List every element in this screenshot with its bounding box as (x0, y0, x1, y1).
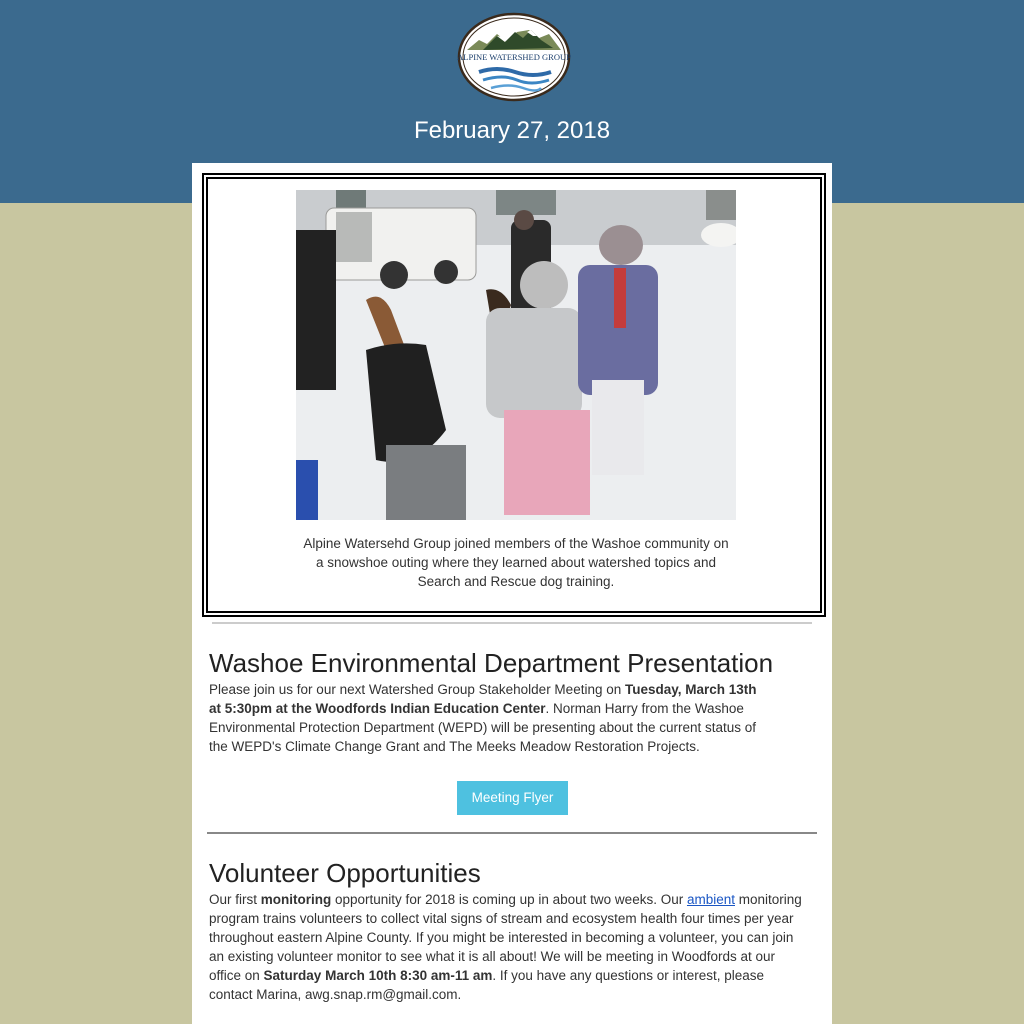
volunteer-text: monitoring program trains volunteers to collect vital signs of stream and ecosystem health four times per year throughout eastern Alpine County. If you might be interested in becoming a volunteer, you can join an existing volunteer monitor to see what it is all about! We will be meeting in Woodfords at our office on (209, 892, 802, 983)
volunteer-text: opportunity for 2018 is coming up in about two weeks. Our (331, 892, 687, 907)
newsletter-date: February 27, 2018 (413, 117, 611, 144)
photo-frame (202, 173, 826, 617)
section-divider (207, 832, 817, 834)
snowshoe-outing-photo (296, 190, 736, 520)
presentation-paragraph (209, 680, 769, 756)
presentation-rest-text: . Norman Harry from the Washoe Environmental Protection Department (WEPD) will be presenting about the current status of the WEPD's Climate Change Grant and The Meeks Meadow Restoration Projects. (209, 701, 757, 754)
meeting-time-location: Tuesday, March 13th at 5:30pm at the Woodfords Indian Education Center (209, 682, 757, 716)
section-divider (212, 622, 812, 624)
photo-caption: Alpine Watersehd Group joined members of the Washoe community on a snowshoe outing where they learned about watershed topics and Search and Rescue dog training. (303, 536, 729, 589)
volunteer-meeting-date: Saturday March 10th 8:30 am-11 am (263, 968, 493, 983)
alpine-watershed-group-logo[interactable] (457, 12, 571, 102)
svg-text:ALPINE WATERSHED GROUP: ALPINE WATERSHED GROUP (457, 52, 571, 62)
meeting-flyer-button[interactable]: Meeting Flyer (457, 781, 568, 815)
ambient-link[interactable]: ambient (686, 892, 735, 907)
volunteer-paragraph (209, 890, 809, 1004)
volunteer-heading: Volunteer Opportunities (209, 858, 481, 888)
presentation-intro-text: Please join us for our next Watershed Group Stakeholder Meeting on (209, 682, 625, 697)
volunteer-text: Our first (209, 892, 261, 907)
newsletter-body (192, 163, 832, 1024)
monitoring-bold: monitoring (260, 892, 332, 907)
volunteer-text: . If you have any questions or interest, please contact Marina, awg.snap.rm@gmail.com. (209, 968, 765, 1002)
presentation-heading: Washoe Environmental Department Presentation (209, 648, 774, 678)
